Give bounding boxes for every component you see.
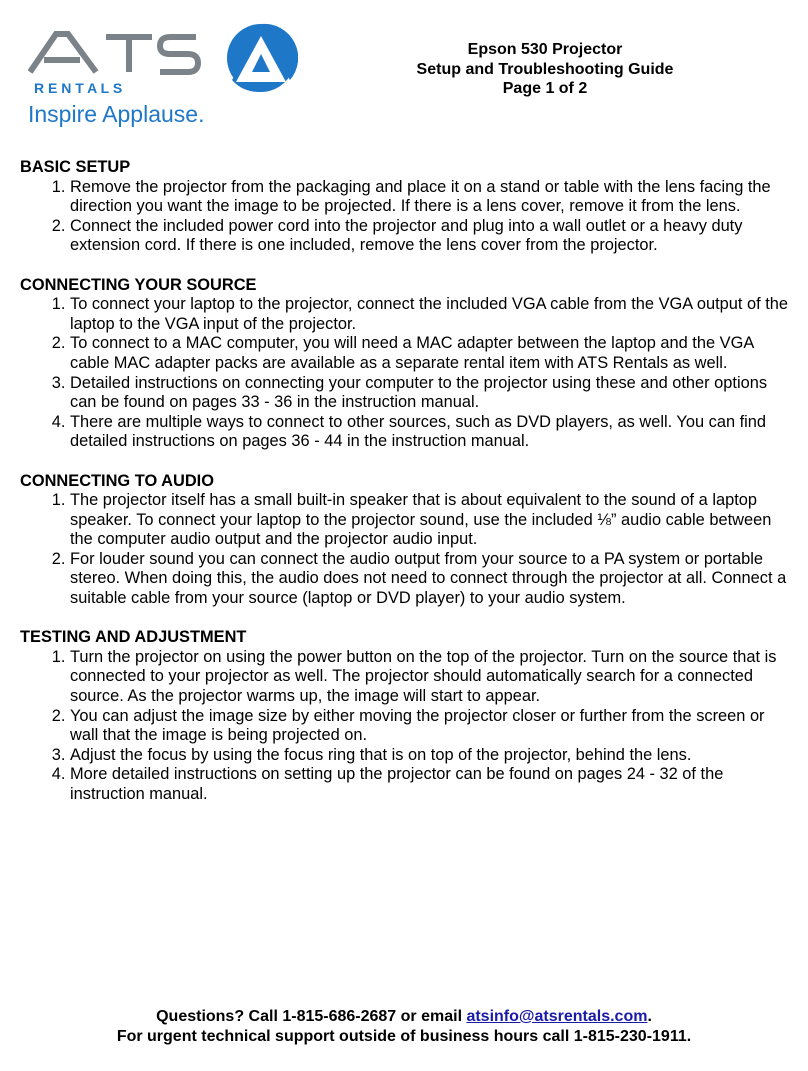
list-item: 1. To connect your laptop to the projector, connect the included VGA cable from the VGA output of the laptop to the VGA input of the projector. — [70, 295, 795, 334]
list-item: 2. Connect the included power cord into the projector and plug into a wall outlet or a heavy duty extension cord. If there is one included, remove the lens cover from the projector. — [70, 217, 795, 256]
document-header — [385, 40, 705, 99]
list-item: 2. For louder sound you can connect the audio output from your source to a PA system or portable stereo. When doing this, the audio does not need to connect through the projector at all. Connect a suitable cable from your source (laptop or DVD player) to your audio system. — [70, 550, 795, 609]
list-item: 4. More detailed instructions on setting up the projector can be found on pages 24 - 32 of the instruction manual. — [70, 765, 795, 804]
instruction-list — [20, 295, 795, 452]
list-item: 3. Detailed instructions on connecting your computer to the projector using these and other options can be found on pages 33 - 36 in the instruction manual. — [70, 374, 795, 413]
rentals-text: R E N T A L S — [34, 80, 123, 96]
ats-logo-graphic — [28, 22, 298, 130]
list-item: 1. Remove the projector from the packaging and place it on a stand or table with the lens facing the direction you want the image to be projected. If there is a lens cover, remove it from the lens. — [70, 178, 795, 217]
section-testing-adjustment — [20, 628, 795, 804]
footer-contact-line — [0, 1007, 808, 1027]
section-basic-setup — [20, 158, 795, 256]
instruction-list — [20, 491, 795, 609]
list-item: 1. The projector itself has a small built-in speaker that is about equivalent to the sound of a laptop speaker. To connect your laptop to the projector sound, use the included ⅛” audio cable between the computer audio output and the projector audio input. — [70, 491, 795, 550]
list-item: 2. You can adjust the image size by either moving the projector closer or further from the screen or wall that the image is being projected on. — [70, 707, 795, 746]
instruction-list — [20, 648, 795, 805]
page-number: Page 1 of 2 — [502, 80, 588, 97]
document-footer — [0, 1007, 808, 1047]
section-connecting-audio — [20, 472, 795, 609]
footer-period: . — [647, 1008, 652, 1025]
footer-call-text: Questions? Call 1-815-686-2687 or email — [156, 1008, 467, 1025]
triangle-circle-icon — [226, 24, 299, 92]
list-item: 1. Turn the projector on using the power button on the top of the projector. Turn on the source that is connected to your projector as well. The projector should automatically search for a connected source. As the projector warms up, the image will start to appear. — [70, 648, 795, 707]
letter-a-shape — [30, 34, 96, 72]
document-title: Epson 530 Projector — [467, 41, 623, 58]
section-title: CONNECTING TO AUDIO — [20, 471, 214, 490]
section-title: TESTING AND ADJUSTMENT — [20, 628, 247, 647]
list-item: 2. To connect to a MAC computer, you will need a MAC adapter between the laptop and the VGA cable MAC adapter packs are available as a separate rental item with ATS Rentals as well. — [70, 334, 795, 373]
section-title: CONNECTING YOUR SOURCE — [20, 275, 257, 294]
tagline-text: Inspire Applause. — [28, 101, 205, 127]
letter-t-shape — [106, 37, 152, 72]
footer-urgent-line: For urgent technical support outside of business hours call 1-815-230-1911. — [116, 1028, 692, 1045]
document-body — [20, 158, 795, 824]
document-subtitle: Setup and Troubleshooting Guide — [416, 60, 674, 78]
list-item: 3. Adjust the focus by using the focus ring that is on top of the projector, behind the lens. — [70, 746, 795, 766]
ats-rentals-logo — [28, 22, 298, 130]
instruction-list — [20, 178, 795, 256]
section-connecting-source — [20, 276, 795, 452]
section-title: BASIC SETUP — [20, 158, 131, 176]
list-item: 4. There are multiple ways to connect to other sources, such as DVD players, as well. You can find detailed instructions on pages 36 - 44 in the instruction manual. — [70, 413, 795, 452]
email-link[interactable]: atsinfo@atsrentals.com — [466, 1008, 648, 1025]
letter-s-shape — [160, 37, 198, 72]
